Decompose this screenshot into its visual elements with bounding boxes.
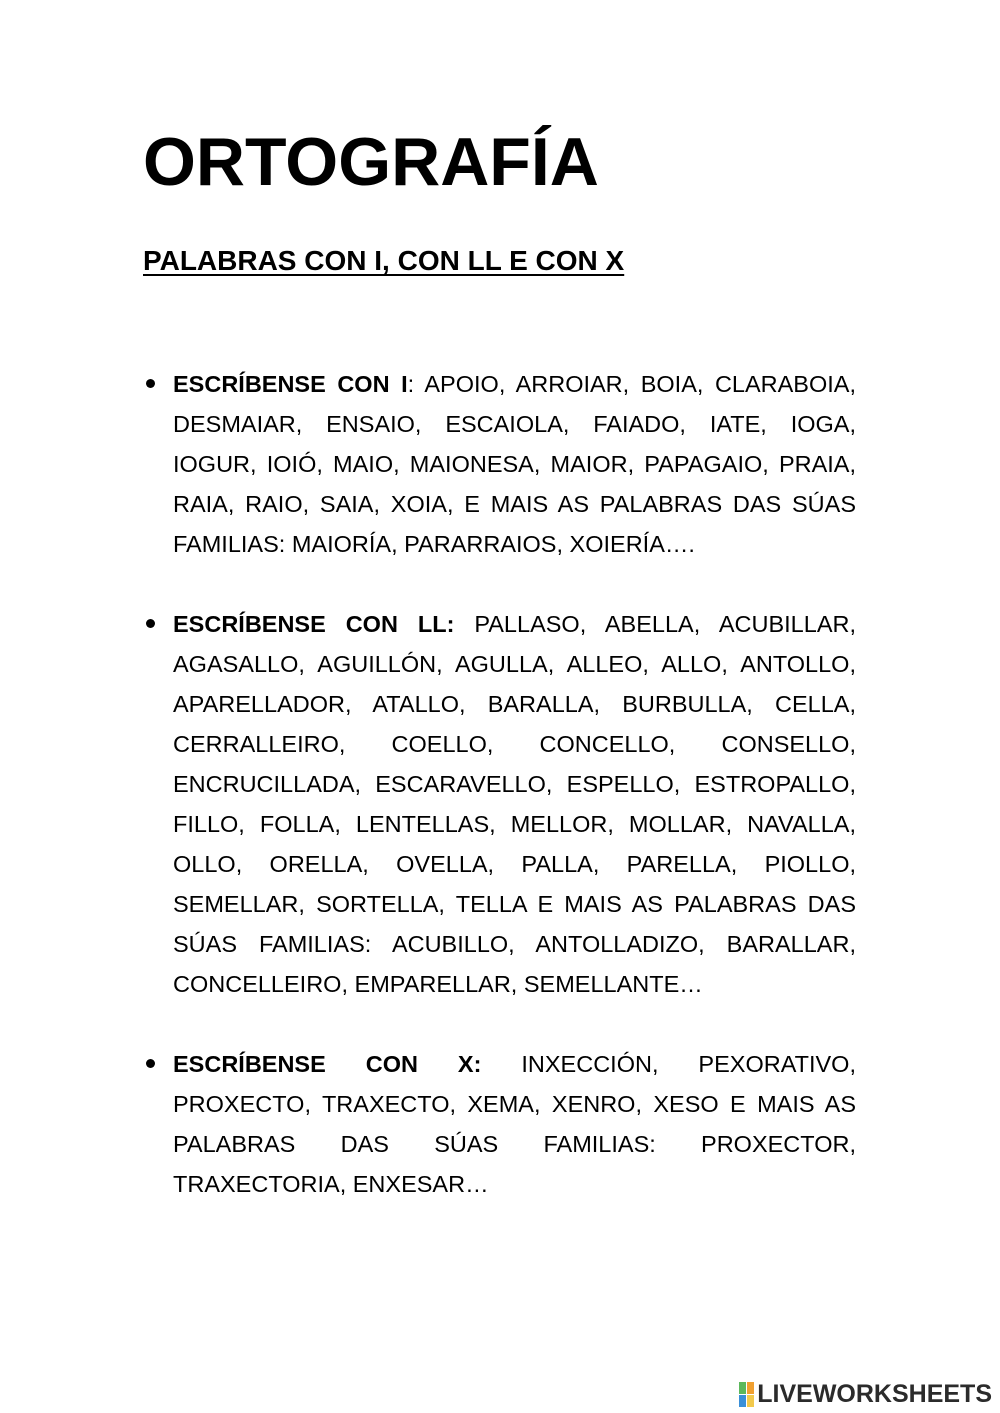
- liveworksheets-logo-text: LIVEWORKSHEETS: [757, 1379, 992, 1408]
- rule-item-ll: [173, 604, 856, 1004]
- liveworksheets-logo: [739, 1381, 992, 1407]
- liveworksheets-logo-icon: [739, 1382, 754, 1407]
- bullet-icon: [146, 1059, 155, 1068]
- rule-label: ESCRÍBENSE CON I: [173, 371, 408, 397]
- rule-label: ESCRÍBENSE CON X:: [173, 1051, 482, 1077]
- rule-item-i: [173, 364, 856, 564]
- bullet-icon: [146, 619, 155, 628]
- page-subtitle: PALABRAS CON I, CON LL E CON X: [143, 245, 625, 276]
- page-title: ORTOGRAFÍA: [143, 124, 599, 200]
- spelling-rules-list: [173, 364, 856, 1244]
- rule-item-x: [173, 1044, 856, 1204]
- rule-words: : APOIO, ARROIAR, BOIA, CLARABOIA, DESMAIAR, ENSAIO, ESCAIOLA, FAIADO, IATE, IOGA, IOGUR, IOIÓ, MAIO, MAIONESA, MAIOR, PAPAGAIO, PRAIA, RAIA, RAIO, SAIA, XOIA, E MAIS AS PALABRAS DAS SÚAS FAMILIAS: MAIORÍA, PARARRAIOS, XOIERÍA….: [173, 371, 856, 557]
- bullet-icon: [146, 379, 155, 388]
- rule-label: ESCRÍBENSE CON LL:: [173, 611, 455, 637]
- rule-words: INXECCIÓN, PEXORATIVO, PROXECTO, TRAXECTO, XEMA, XENRO, XESO E MAIS AS PALABRAS DAS SÚAS FAMILIAS: PROXECTOR, TRAXECTORIA, ENXESAR…: [173, 1051, 856, 1197]
- rule-words: PALLASO, ABELLA, ACUBILLAR, AGASALLO, AGUILLÓN, AGULLA, ALLEO, ALLO, ANTOLLO, APARELLADOR, ATALLO, BARALLA, BURBULLA, CELLA, CERRALLEIRO, COELLO, CONCELLO, CONSELLO, ENCRUCILLADA, ESCARAVELLO, ESPELLO, ESTROPALLO, FILLO, FOLLA, LENTELLAS, MELLOR, MOLLAR, NAVALLA, OLLO, ORELLA, OVELLA, PALLA, PARELLA, PIOLLO, SEMELLAR, SORTELLA, TELLA E MAIS AS PALABRAS DAS SÚAS FAMILIAS: ACUBILLO, ANTOLLADIZO, BARALLAR, CONCELLEIRO, EMPARELLAR, SEMELLANTE…: [173, 611, 856, 997]
